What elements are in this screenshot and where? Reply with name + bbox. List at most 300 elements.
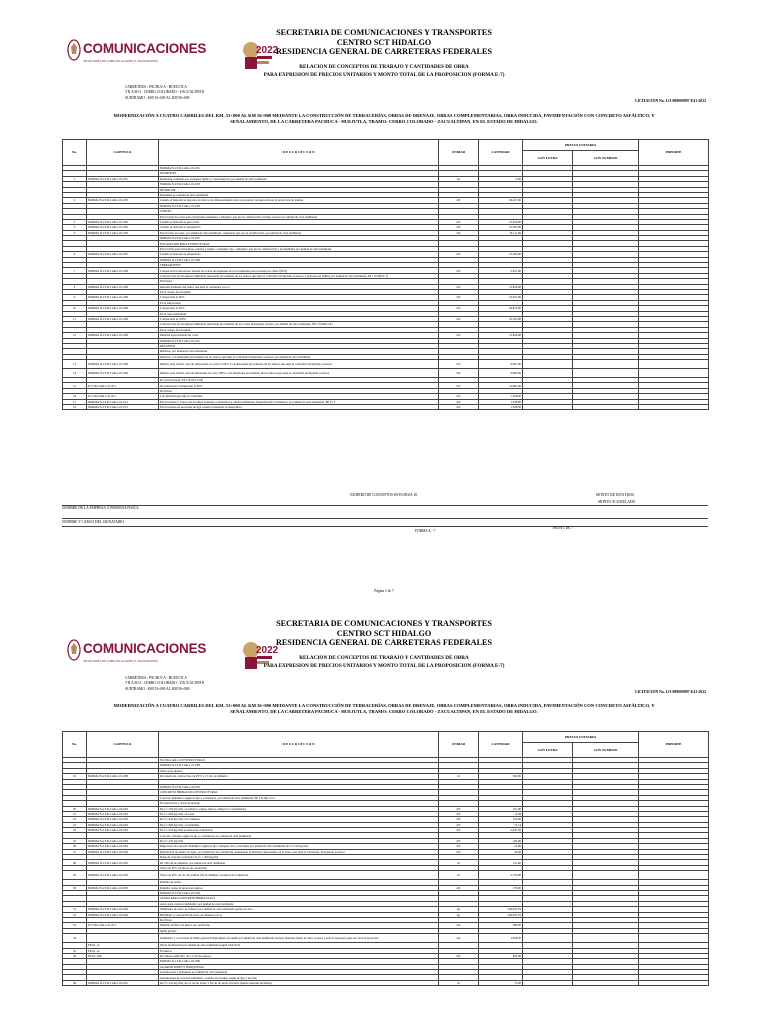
conceptos-table <box>62 139 709 410</box>
row-cantidad: 44.00 <box>479 849 523 854</box>
row-descripcion: Con material que elija el contratista <box>159 394 439 399</box>
row-capitulo: NORMA N-CTR-CAR-1-01-013 <box>87 405 159 410</box>
row-descripcion: Habilitado y colocación de acero de refuerzo p.u.o.t. <box>159 912 439 917</box>
row-descripcion: Obras de filtración por unidad de obra terminada (según SSA-013) <box>159 943 439 948</box>
row-descripcion: Relleno para formar capa de subyacente en cortes al 95%, Con materiales procedentes de los bancos que elija el contratista incluyendo acarreos <box>159 360 439 369</box>
row-precio-letra <box>523 405 573 410</box>
col-descripcion: D E S C R I P C I O N <box>159 732 439 758</box>
col-importe: IMPORTE <box>639 140 709 166</box>
row-number: 22 <box>63 817 87 822</box>
row-descripcion: Dalas de concreto reforzado de f'c = 200 kg/cm2 <box>159 855 439 860</box>
row-unidad: m3 <box>439 817 479 822</box>
row-descripcion: En el cuerpo de terraplén: <box>159 289 439 294</box>
row-cantidad: 1,528.00 <box>479 405 523 410</box>
obra-description <box>60 113 708 125</box>
row-unidad: m3 <box>439 828 479 833</box>
row-cantidad: 229,933.79 <box>479 912 523 917</box>
row-capitulo: NORMA N-CTR-CAR-1-01-009 <box>87 306 159 311</box>
row-capitulo: NORMA N-CTR-CAR-1-02-003 <box>87 817 159 822</box>
row-unidad: m3 <box>439 295 479 300</box>
row-capitulo: NORMA N-CTR-CAR-1-02-004 <box>87 844 159 849</box>
row-cantidad: 13,959.00 <box>479 284 523 289</box>
row-cantidad: 15.58 <box>479 811 523 816</box>
row-descripcion: De f'c=150 kg/cm2, en rellenos, zanjas, muros, zampeos y conformados <box>159 806 439 811</box>
row-descripcion: En la capa subrasante: <box>159 311 439 316</box>
address-block <box>125 85 204 101</box>
row-descripcion: Cuando el material se aprovecha <box>159 219 439 224</box>
row-descripcion: De f'c=250 kg/cm2, en columnas <box>159 817 439 822</box>
row-cantidad: 121.00 <box>479 860 523 865</box>
row-capitulo: N-CTR-CAR-1-01-011 <box>87 394 159 399</box>
licitacion-number: LICITACION No. LO-009000997-E41-2022 <box>635 690 706 694</box>
row-unidad: m3 <box>439 923 479 928</box>
row-descripcion: Despalme por unidad de obra terminada <box>159 192 439 197</box>
row-descripcion: Cuando el material se desperdicia <box>159 252 439 257</box>
row-capitulo: NORMA N-CTR-CAR-1-02-004 <box>87 849 159 854</box>
row-unidad: m3 <box>439 306 479 311</box>
table-row <box>63 934 709 943</box>
row-descripcion: NORMA N-CTR-CAR-1-01-003 <box>159 182 439 187</box>
row-unidad: kg <box>439 907 479 912</box>
row-cantidad: 14,691.00 <box>479 383 523 388</box>
row-cantidad: 13,629.00 <box>479 333 523 338</box>
logo-name: COMUNICACIONES <box>83 41 207 56</box>
row-precio-numero <box>573 405 639 410</box>
row-capitulo: NORMA N-CTR-CAR-1-02-003 <box>87 822 159 827</box>
col-con-numero: CON NUMERO <box>573 151 639 166</box>
row-precio-numero <box>573 369 639 378</box>
row-capitulo: NORMA N-CTR-CAR-1-01-003 <box>87 230 159 235</box>
numero-conceptos: NUMERO DE CONCEPTOS ESTA HOJA 18 <box>350 493 417 497</box>
row-capitulo: EP-01-12 <box>87 943 159 948</box>
row-descripcion: Compactación del terreno natural en el área de desplante de los terraplenes para noventa por ciento (90%) <box>159 268 439 273</box>
row-capitulo: NORMA N-CTR-CAR-1-02-003 <box>87 806 159 811</box>
row-cantidad: 5,951.00 <box>479 268 523 273</box>
row-descripcion: Empotrado de concreto hidráulico según su tipo cualquier obra y terraplén por unidad de obra terminada de f'c=150 kg/cm2 <box>159 844 439 849</box>
row-number: 5 <box>63 230 87 235</box>
obra-line-1: MODERNIZACIÓN A CUATRO CARRILES DEL KM. 53+000 AL KM 56+000 MEDIANTE LA CONSTRUCCIÓN DE TERRACERÍAS, OBRAS DE DRENAJE, OBRAS COMPLEMENTARIAS, OBRA INDUCIDA, PAVIMENTACIÓN CON CONCRETO ASFÁLTICO, Y <box>113 703 655 708</box>
address-tramo: T R A M O : CERRO COLORADO - ZACUALTIPAN <box>125 90 205 95</box>
header-residencia: RESIDENCIA GENERAL DE CARRETERAS FEDERALES <box>275 638 493 647</box>
row-descripcion: En estructuras y obras de drenaje <box>159 801 439 806</box>
row-unidad: m3 <box>439 849 479 854</box>
row-descripcion: DESMONTE <box>159 171 439 176</box>
logo-name: COMUNICACIONES <box>83 641 207 656</box>
row-number: 2 <box>63 198 87 203</box>
row-number: 15 <box>63 383 87 388</box>
row-cantidad: 21.00 <box>479 844 523 849</box>
row-number: 9 <box>63 295 87 300</box>
logo-year: 2022 <box>256 45 279 56</box>
nombre-signatario: NOMBRE Y CARGO DEL SIGNATARIO <box>62 520 125 524</box>
row-unidad: m3 <box>439 399 479 404</box>
row-descripcion: GUARNICIONES Y BANQUETAS <box>159 964 439 969</box>
row-unidad: kg <box>439 912 479 917</box>
col-con-letra: CON LETRA <box>523 743 573 758</box>
row-descripcion: Excavaciones y acarreo de la rampa existente construida por unidad terminada, desperdiciando el material, por unidad de obra terminada, EP 01 T <box>159 399 439 404</box>
row-capitulo: NORMA N-CTR-CAR-1-02-004 <box>87 907 159 912</box>
row-precio-numero <box>573 980 639 985</box>
row-descripcion: Suministro de acero de refuerzo por unidad de obra terminada puesta en obra <box>159 907 439 912</box>
page-number: Página 1 de 7 <box>374 589 394 593</box>
row-precio-letra <box>523 934 573 943</box>
row-capitulo: NORMA N-CTR-CAR-1-01-009 <box>87 360 159 369</box>
row-number: 32 <box>63 912 87 917</box>
col-con-numero: CON NUMERO <box>573 743 639 758</box>
row-unidad: m3 <box>439 844 479 849</box>
row-capitulo: EP-01-12 <box>87 948 159 953</box>
address-block <box>125 676 204 692</box>
row-descripcion: RELLENOS <box>159 343 439 348</box>
row-descripcion: Concreto ciclópeo según su tipo y resistencia, por unidad de obra terminada <box>159 833 439 838</box>
row-capitulo: NORMA N-CTR-CAR-1-01-013 <box>87 399 159 404</box>
row-number: 13 <box>63 360 87 369</box>
row-descripcion: Compactado al 100% <box>159 316 439 321</box>
col-no: No. <box>63 140 87 166</box>
row-number: 18 <box>63 405 87 410</box>
row-descripcion: Excavación en cajas, por unidad de obra terminada, cualquiera que sea su clasificación, por unidad de obra terminada <box>159 230 439 235</box>
row-cantidad: 150.00 <box>479 817 523 822</box>
row-importe <box>639 369 709 378</box>
row-descripcion: NORMA N-CTR-CAR-1-02-009 <box>159 959 439 964</box>
row-cantidad: 13,269.00 <box>479 252 523 257</box>
row-cantidad: 10,587.00 <box>479 225 523 230</box>
logo-tagline: SECRETARÍA DE COMUNICACIONES Y TRANSPORTES <box>83 659 158 663</box>
row-descripcion: De estructuras Compactado al 95% <box>159 383 439 388</box>
row-cantidad: 101.00 <box>479 806 523 811</box>
row-descripcion: De excavaciones, EP 1 N-001-T-06: <box>159 378 439 383</box>
footer-divider <box>62 505 708 506</box>
row-unidad: m3 <box>439 806 479 811</box>
hoja-label: HOJA 1 DE 7 <box>553 526 574 530</box>
row-number: 25 <box>63 838 87 843</box>
col-precio-unitario: PRECIO UNITARIO <box>523 732 639 743</box>
row-number: 23 <box>63 822 87 827</box>
table-row <box>63 980 709 985</box>
logo-tagline: SECRETARÍA DE COMUNICACIONES Y TRANSPORTES <box>83 59 158 63</box>
row-number: 3 <box>63 219 87 224</box>
address-subtramo: SUBTRAMO : KM 53+000 AL KM 56+000 <box>125 686 190 691</box>
row-unidad: m3 <box>439 383 479 388</box>
logo-year: 2022 <box>256 645 279 656</box>
row-cantidad: 1,538.00 <box>479 399 523 404</box>
row-unidad: m3 <box>439 811 479 816</box>
row-number: 24 <box>63 828 87 833</box>
row-cantidad: 75.00 <box>479 980 523 985</box>
header-relacion: RELACION DE CONCEPTOS DE TRABAJO Y CANTIDADES DE OBRA <box>299 654 469 661</box>
row-unidad: m3 <box>439 230 479 235</box>
nombre-empresa: NOMBRE DE LA EMPRESA O PERSONA FISICA <box>62 506 139 510</box>
row-descripcion: De filtros: <box>159 388 439 393</box>
row-cantidad: 29,417.00 <box>479 198 523 203</box>
table-row <box>63 369 709 378</box>
row-descripcion: De filtros: <box>159 917 439 922</box>
header-relacion: RELACION DE CONCEPTOS DE TRABAJO Y CANTIDADES DE OBRA <box>299 63 469 70</box>
row-unidad: m3 <box>439 198 479 203</box>
row-descripcion: Cuando el material se desperdicia <box>159 225 439 230</box>
row-cantidad: 229,933.79 <box>479 907 523 912</box>
header-centro: CENTRO SCT HIDALGO <box>336 37 432 47</box>
row-descripcion: material fondeado del banco que elija la contratista p.u.o.t. <box>159 284 439 289</box>
row-cantidad: 389.00 <box>479 923 523 928</box>
row-descripcion: Excavación de cortes para terraplenes existentes, cualquiera que sea su clasificación, incluye acarreo por unidad de obra terminada <box>159 214 439 219</box>
row-descripcion: EXCAVACION PARA ESTRUCTURAS <box>159 241 439 246</box>
obra-description <box>60 703 708 715</box>
row-descripcion: De f'c=200 kg/cm2, en losas <box>159 811 439 816</box>
row-importe <box>639 934 709 943</box>
row-capitulo: NORMA N-CTR-CAR-1-01-009 <box>87 284 159 289</box>
row-descripcion: Concreto hidráulico según su tipo y resistencia, por unidad de obra terminada, EP 1 N-001-T-11 <box>159 795 439 800</box>
row-cantidad: 6,085.00 <box>479 369 523 378</box>
row-descripcion: NORMA N-CTR-CAR-1-01-001 <box>159 166 439 171</box>
row-descripcion: De f'c=150 kg/cm2, de 14 cm de altura y 30 cm de ancho (incluye plantas pintadas incluidas) <box>159 980 439 985</box>
row-cantidad: 164.00 <box>479 838 523 843</box>
row-number: 17 <box>63 399 87 404</box>
row-descripcion: NORMA N-CTR-CAR-1-01-011 <box>159 338 439 343</box>
header-residencia: RESIDENCIA GENERAL DE CARRETERAS FEDERALES <box>275 47 493 56</box>
header-secretaria: SECRETARIA DE COMUNICACIONES Y TRANSPORTES <box>276 28 492 37</box>
row-descripcion: Excavaciones en escalones de liga cuando el material se desperdicia <box>159 405 439 410</box>
row-descripcion: NORMA N-CTR-CAR-1-01-007 <box>159 236 439 241</box>
conceptos-table-body <box>63 758 709 986</box>
row-unidad: m3 <box>439 252 479 257</box>
row-unidad: m3 <box>439 225 479 230</box>
row-cantidad: 176.00 <box>479 885 523 890</box>
row-descripcion: Acero para concreto hidráulico por unidad de obra terminada <box>159 901 439 906</box>
row-unidad: m <box>439 774 479 779</box>
col-precio-unitario: PRECIO UNITARIO <box>523 140 639 151</box>
row-precio-letra <box>523 369 573 378</box>
row-descripcion: Compactado al 95% <box>159 306 439 311</box>
row-descripcion: NORMA N-CTR-CAR-1-02-003 <box>159 784 439 789</box>
row-descripcion: De f'c=150 kg/cm2 <box>159 838 439 843</box>
footer-divider <box>62 518 708 519</box>
header-forma: PARA EXPRESION DE PRECIOS UNITARIOS Y MONTO TOTAL DE LA PROPOSICION (FORMA E-7) <box>263 662 505 669</box>
address-tramo: T R A M O : CERRO COLORADO - ZACUALTIPAN <box>125 681 205 686</box>
row-descripcion: Malla gavión: <box>159 928 439 933</box>
obra-line-1: MODERNIZACIÓN A CUATRO CARRILES DEL KM. 53+000 AL KM 56+000 MEDIANTE LA CONSTRUCCIÓN DE TERRACERÍAS, OBRAS DE DRENAJE, OBRAS COMPLEMENTARIAS, OBRA INDUCIDA, PAVIMENTACIÓN CON CONCRETO ASFÁLTICO, Y <box>113 113 655 118</box>
address-carretera: CARRETERA : PACHUCA - HUEJUTLA <box>125 85 187 89</box>
row-number: 30 <box>63 885 87 890</box>
row-capitulo: NORMA N-CTR-CAR-1-02-003 <box>87 860 159 865</box>
conceptos-table <box>62 731 709 986</box>
row-unidad: ha <box>439 176 479 181</box>
row-cantidad: 495.00 <box>479 953 523 958</box>
row-cantidad: 7,508.00 <box>479 394 523 399</box>
row-unidad: m3 <box>439 405 479 410</box>
row-cantidad: 10,105.00 <box>479 316 523 321</box>
col-cantidad: CANTIDAD <box>479 140 523 166</box>
row-descripcion: Construcción de terraplenes utilizando materiales procedentes de los bancos que elija el contratista incluyendo acarreos, y personas de firmes, por unidad de obra terminada, EP 1 N-009-T-11 <box>159 273 439 278</box>
row-capitulo: NORMA N-CTR-CAR-1-02-003 <box>87 828 159 833</box>
row-number: 8 <box>63 284 87 289</box>
row-unidad: m3 <box>439 219 479 224</box>
row-number: 21 <box>63 811 87 816</box>
row-number: 31 <box>63 907 87 912</box>
col-descripcion: D E S C R I P C I O N <box>159 140 439 166</box>
row-descripcion: Guarniciones de concreto hidráulico, colados en el lugar, según su tipo y sección <box>159 975 439 980</box>
row-descripcion: Tubos para drenes: <box>159 768 439 773</box>
col-capitulo: CAPITULO <box>87 732 159 758</box>
row-capitulo: NORMA N-CTR-CAR-1-01-009 <box>87 295 159 300</box>
row-capitulo: NORMA N-CTR-CAR-1-02-003 <box>87 838 159 843</box>
row-importe <box>639 360 709 369</box>
row-descripcion: De tubería de contracción, de PVC y 15 cm. de diámetro <box>159 774 439 779</box>
row-number: 38 <box>63 980 87 985</box>
row-cantidad: 360.00 <box>479 774 523 779</box>
row-capitulo: N-CTR-CAR-1-01-011 <box>87 923 159 928</box>
row-descripcion: N-CTR-CAR-1-02 ESTRUCTURAS <box>159 758 439 763</box>
row-cantidad: 6,097.00 <box>479 360 523 369</box>
table-row <box>63 360 709 369</box>
row-capitulo: NORMA N-CTR-CAR-1-02-003 <box>87 885 159 890</box>
row-descripcion: Cuando el material se deposita en bancos de almacenamiento para su posterior recuperación en la protección de taludes <box>159 198 439 203</box>
col-con-letra: CON LETRA <box>523 151 573 166</box>
row-precio-letra <box>523 871 573 880</box>
row-descripcion: Excavación para estructuras, canales y zanjas a cualquier tipo, cualquiera que sea su clasificación y profundidad, por unidad de obra terminada <box>159 246 439 251</box>
row-number: 14 <box>63 369 87 378</box>
row-number: 12 <box>63 333 87 338</box>
row-number: 11 <box>63 316 87 321</box>
row-unidad: m2 <box>439 953 479 958</box>
document-header <box>0 619 768 670</box>
table-row <box>63 405 709 410</box>
col-capitulo: CAPITULO <box>87 140 159 166</box>
row-descripcion: Demolición de asfalto en lajas, por unidad de obra terminada, despejando el material, depositando en el banco que elija el contratista, incluyendo acarreos <box>159 849 439 854</box>
address-carretera: CARRETERA : PACHUCA - HUEJUTLA <box>125 676 187 680</box>
col-cantidad: CANTIDAD <box>479 732 523 758</box>
row-importe <box>639 871 709 880</box>
row-descripcion: En muros <box>159 948 439 953</box>
row-descripcion: NORMA N-CTR-CAR-1-01-008 <box>159 763 439 768</box>
row-cantidad: 26,873.00 <box>479 306 523 311</box>
row-number: 1 <box>63 176 87 181</box>
col-no: No. <box>63 732 87 758</box>
monto-esta-hoja: MONTO DE ESTA HOJA <box>596 493 635 497</box>
row-capitulo: NORMA N-CTR-CAR-1-01-003 <box>87 219 159 224</box>
row-capitulo: NORMA N-CTR-CAR-1-02-003 <box>87 811 159 816</box>
row-unidad: m <box>439 860 479 865</box>
row-unidad: m3 <box>439 333 479 338</box>
row-capitulo: NORMA N-CTR-CAR-1-01-009 <box>87 369 159 378</box>
row-descripcion: ACERO PARA CONCRETO HIDRAULICO <box>159 896 439 901</box>
col-importe: IMPORTE <box>639 732 709 758</box>
row-descripcion: DESPALME <box>159 187 439 192</box>
row-cantidad: 2,637.56 <box>479 828 523 833</box>
monto-acumulado: MONTO ACUMULADO <box>598 500 636 504</box>
row-importe <box>639 980 709 985</box>
row-descripcion: CORTES <box>159 209 439 214</box>
obra-line-2: SEÑALAMIENTO, DE LA CARRETERA PACHUCA - HUEJUTLA, TRAMO: CERRO COLORADO - ZACUALTIPAN, EN EL ESTADO DE HIDALGO. <box>230 119 538 124</box>
row-capitulo: NORMA N-CTR-CAR-1-01-008 <box>87 774 159 779</box>
row-cantidad: 13,629.00 <box>479 219 523 224</box>
row-descripcion: Suministro y colocación de Malla gavión Polipropileno en rejilla por unidad de obra terminada, incluye material, mano de obra, acarreo y todo lo necesario para su correcta ejecución <box>159 934 439 943</box>
row-descripcion: Tubos de PVC de 10 cm (calibre 10) de diámetro en muros de contención <box>159 871 439 880</box>
row-precio-letra <box>523 980 573 985</box>
row-descripcion: De f'c=250 kg/cm2 en muros de contención <box>159 828 439 833</box>
row-unidad: m3 <box>439 316 479 321</box>
row-number: 36 <box>63 953 87 958</box>
row-descripcion: Material aprovechable del corte <box>159 333 439 338</box>
row-number: 16 <box>63 394 87 399</box>
document-header <box>0 28 768 79</box>
row-unidad: m2 <box>439 934 479 943</box>
row-capitulo <box>87 934 159 943</box>
footer-divider <box>62 526 708 527</box>
row-descripcion: Material de filtro en muros de contención <box>159 923 439 928</box>
licitacion-number: LICITACION No. LO-009000997-E41-2022 <box>635 99 706 103</box>
row-importe <box>639 405 709 410</box>
row-unidad: m3 <box>439 822 479 827</box>
row-number: 6 <box>63 252 87 257</box>
row-precio-letra <box>523 360 573 369</box>
row-precio-numero <box>573 934 639 943</box>
row-capitulo: NORMA N-CTR-CAR-1-01-009 <box>87 333 159 338</box>
row-descripcion: Guarniciones y banquetas por unidad de obra terminada <box>159 970 439 975</box>
row-cantidad: 2,759.00 <box>479 871 523 880</box>
row-descripcion: Construcción de terraplenes utilizando materiales procedentes de los cortes incluyendo acarreo, por unidad de obra terminada, EP 1 N-009-T-01 <box>159 322 439 327</box>
col-unidad: UNIDAD <box>439 140 479 166</box>
row-descripcion: En el cuerpo de terraplén: <box>159 327 439 332</box>
row-capitulo: NORMA N-CTR-CAR-1-02-010 <box>87 980 159 985</box>
header-centro: CENTRO SCT HIDALGO <box>336 628 432 638</box>
row-descripcion: Rellenos, con materiales procedentes de los bancos que elija el contratista incluyendo acarreos, por unidad de obra terminada <box>159 354 439 359</box>
row-cantidad: 1,058.50 <box>479 934 523 943</box>
row-unidad: m3 <box>439 284 479 289</box>
table-row <box>63 871 709 880</box>
row-number: 27 <box>63 849 87 854</box>
row-number: 19 <box>63 774 87 779</box>
row-descripcion: En la subyacente: <box>159 300 439 305</box>
row-unidad: m3 <box>439 394 479 399</box>
row-cantidad: 19,111.00 <box>479 230 523 235</box>
row-number: 28 <box>63 860 87 865</box>
row-descripcion: Rellenos, por unidad de obra terminada <box>159 349 439 354</box>
row-descripcion: CONCRETO HIDRAULICO ESTRUCTURAL <box>159 790 439 795</box>
row-descripcion: De relleno unificado, de 1.5 cm de espesor <box>159 953 439 958</box>
conceptos-table-body <box>63 166 709 410</box>
row-capitulo: NORMA N-CTR-CAR-1-02-003 <box>87 871 159 880</box>
row-number: 29 <box>63 871 87 880</box>
row-unidad: m <box>439 980 479 985</box>
row-unidad: m <box>439 871 479 880</box>
row-capitulo: NORMA N-CTR-CAR-1-02-004 <box>87 912 159 917</box>
row-descripcion: Pantalla de arena: <box>159 880 439 885</box>
row-descripcion: Pantalla: arena de arena para muros <box>159 885 439 890</box>
row-descripcion: Relleno para formar capa de subrasante en corte 100%, Con materiales procedentes de los bancos que elija el contratista incluyendo acarreos <box>159 369 439 378</box>
row-capitulo: EP-01-12R <box>87 953 159 958</box>
row-unidad: m3 <box>439 838 479 843</box>
row-capitulo: NORMA N-CTR-CAR-1-01-009 <box>87 316 159 321</box>
row-capitulo: NORMA N-CTR-CAR-1-01-007 <box>87 252 159 257</box>
row-capitulo: NORMA N-CTR-CAR-1-01-009 <box>87 268 159 273</box>
row-number: 33 <box>63 923 87 928</box>
row-descripcion: Tubos de PVC en muros de contención <box>159 865 439 870</box>
row-precio-numero <box>573 360 639 369</box>
row-descripcion: TERRAPLENES <box>159 263 439 268</box>
address-subtramo: SUBTRAMO : KM 53+000 AL KM 56+000 <box>125 95 190 100</box>
row-number: 20 <box>63 806 87 811</box>
row-number: 7 <box>63 268 87 273</box>
row-descripcion: De f'c=300 kg/cm2, en plantillas <box>159 822 439 827</box>
row-unidad: m3 <box>439 268 479 273</box>
row-descripcion: Principios <box>159 279 439 284</box>
header-forma: PARA EXPRESION DE PRECIOS UNITARIOS Y MONTO TOTAL DE LA PROPOSICION (FORMA E-7) <box>263 71 505 78</box>
row-unidad: m3 <box>439 360 479 369</box>
col-unidad: UNIDAD <box>439 732 479 758</box>
row-descripcion: Compactado al 90% <box>159 295 439 300</box>
row-cantidad: 72.14 <box>479 822 523 827</box>
